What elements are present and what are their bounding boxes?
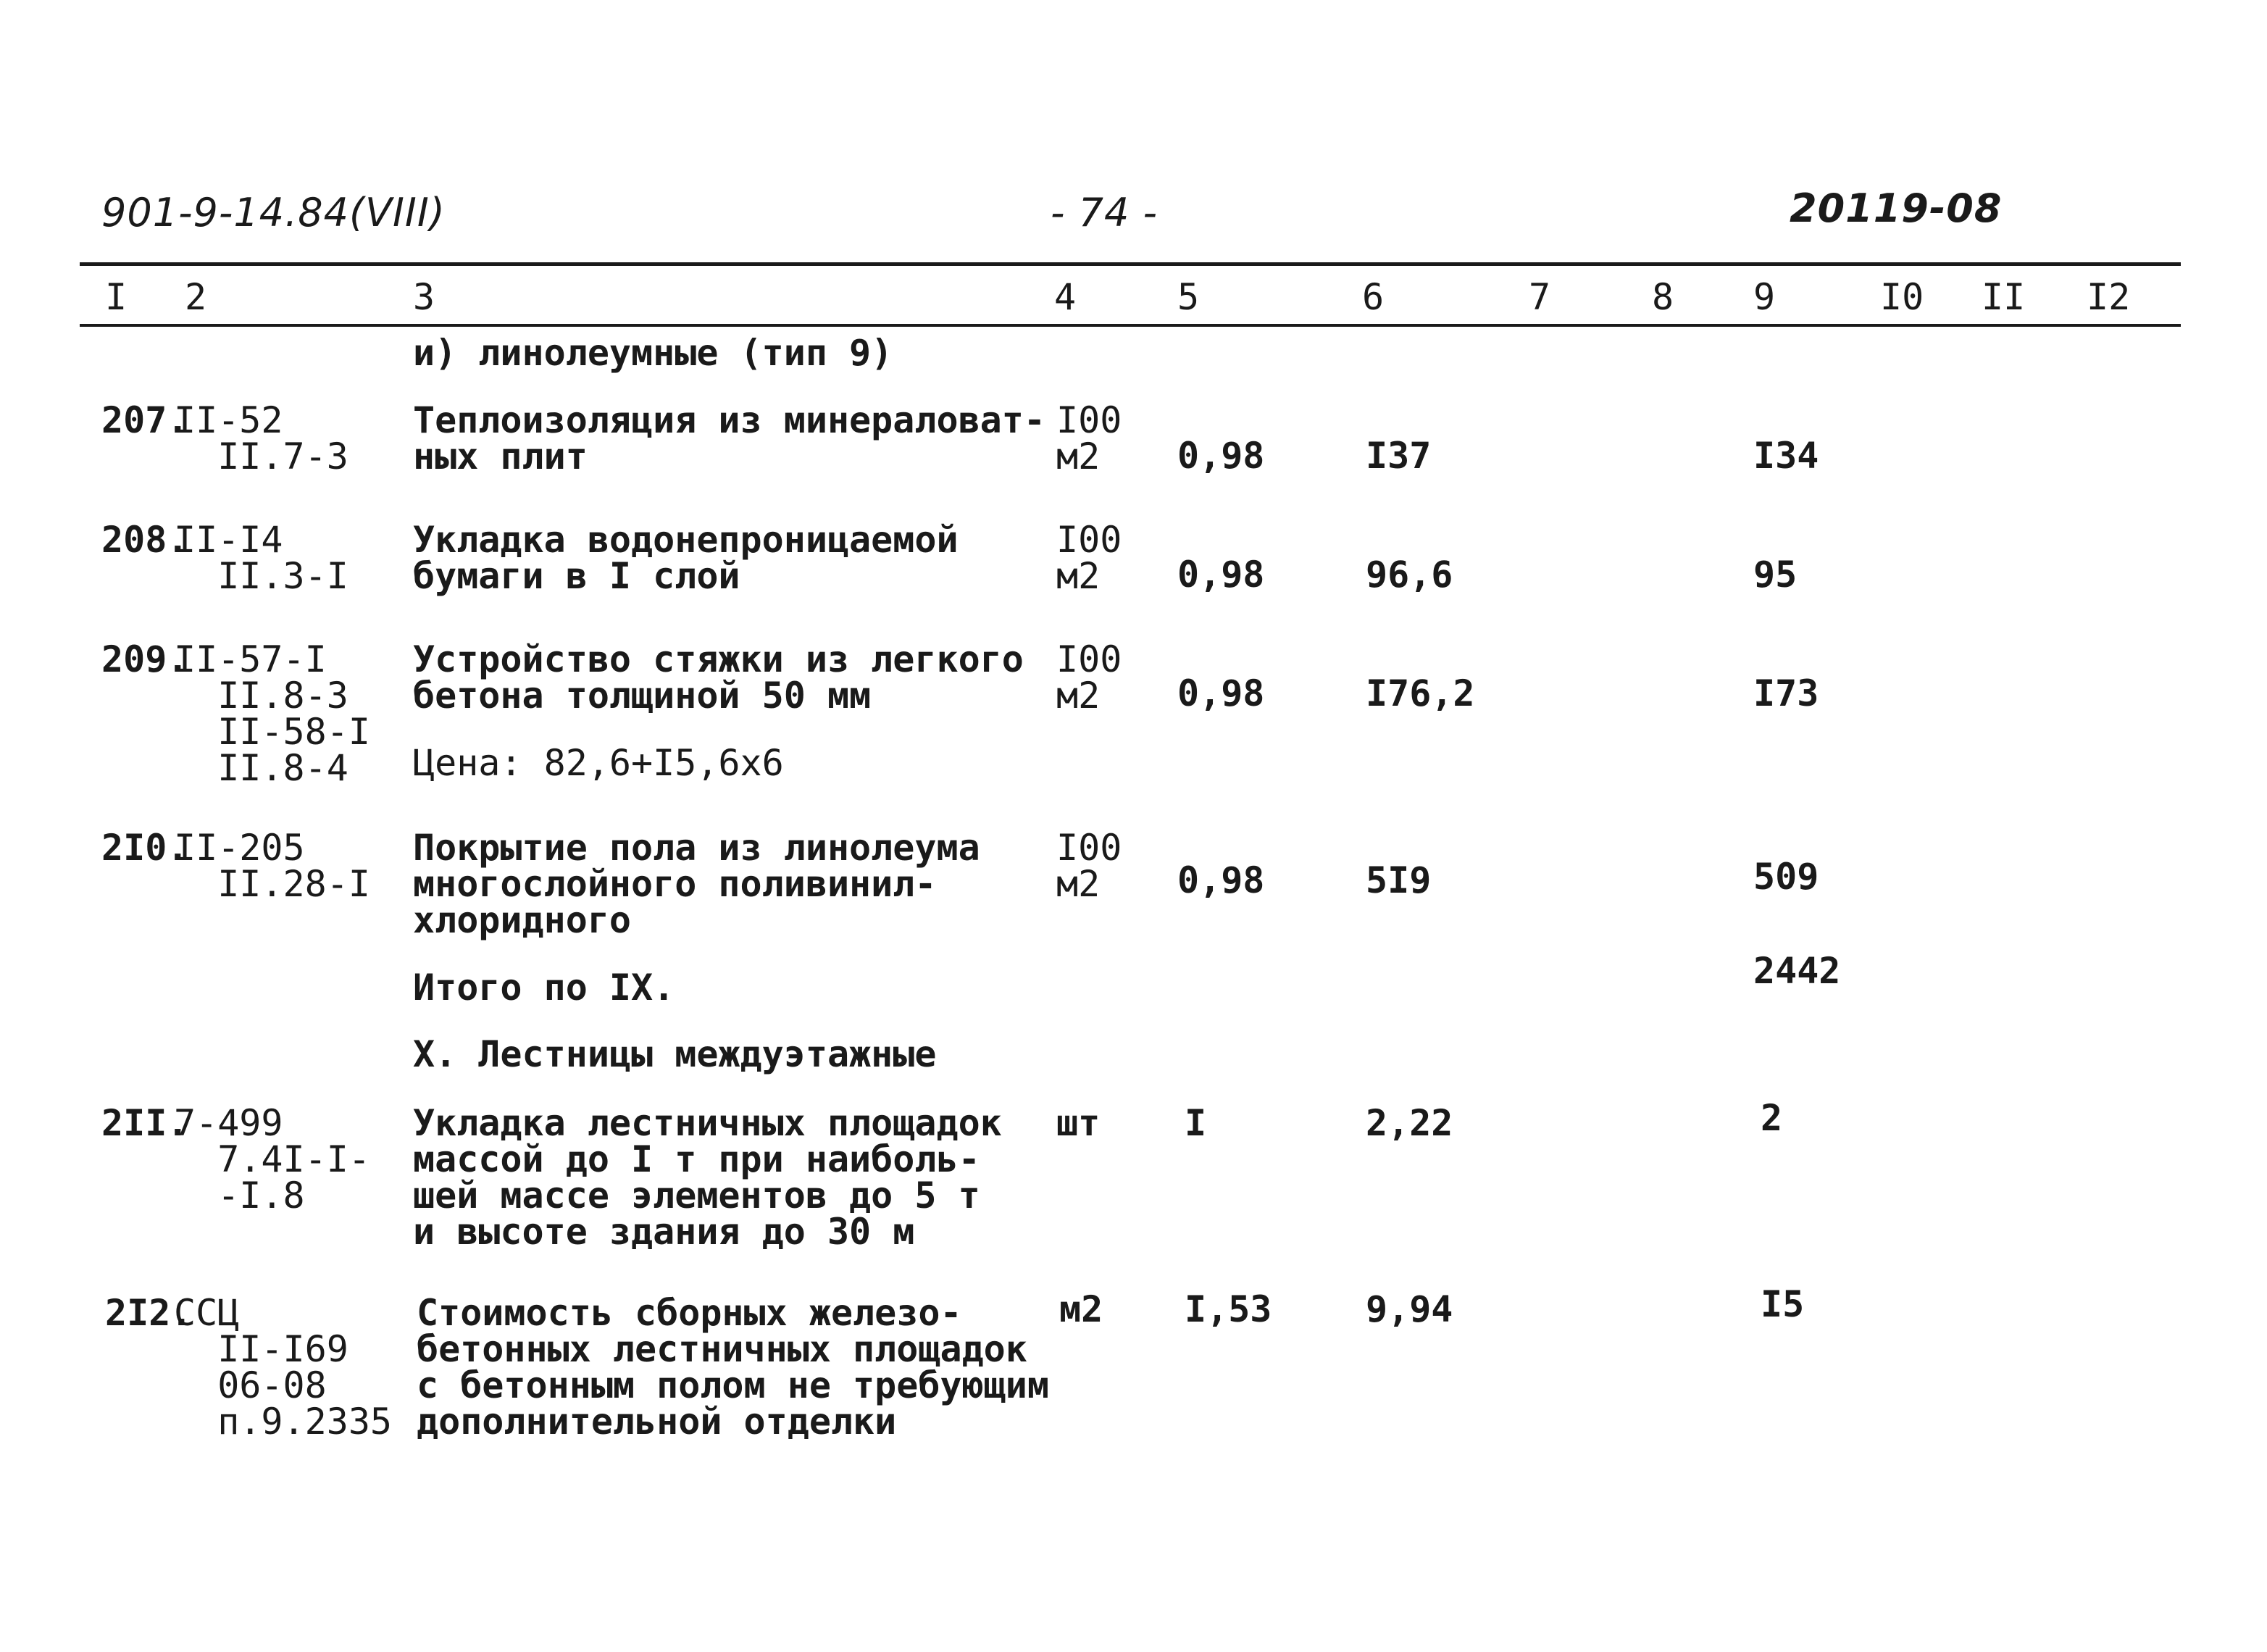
row-unit: I00 м2 — [1056, 399, 1122, 477]
column-header-12: I2 — [2087, 276, 2131, 318]
subtotal-label: Итого по IX. — [413, 967, 675, 1009]
column-header-9: 9 — [1753, 276, 1776, 318]
column-header-8: 8 — [1652, 276, 1674, 318]
column-header-6: 6 — [1362, 276, 1385, 318]
row-description: Укладка лестничных площадок массой до I т при наиболь- шей массе элементов до 5 т и высоте здания до 30 м — [413, 1102, 1002, 1253]
row-number: 209. — [101, 638, 189, 680]
row-code: II-205 II.28-I — [174, 827, 370, 905]
row-unit-price: I37 — [1366, 435, 1432, 477]
section-heading: и) линолеумные (тип 9) — [413, 332, 893, 374]
row-number: 2II. — [101, 1102, 189, 1144]
row-total: 95 — [1753, 554, 1798, 596]
row-unit: I00 м2 — [1056, 638, 1122, 717]
row-total: I5 — [1761, 1283, 1805, 1325]
document-code: 901-9-14.84(VIII) — [101, 190, 446, 235]
row-quantity: I — [1185, 1102, 1207, 1144]
row-unit-price: 5I9 — [1366, 859, 1432, 901]
row-quantity: 0,98 — [1177, 554, 1265, 596]
row-description: Покрытие пола из линолеума многослойного поливинил- хлоридного — [413, 827, 980, 941]
row-price-note: Цена: 82,6+I5,6x6 — [413, 742, 784, 784]
row-unit: I00 м2 — [1056, 519, 1122, 597]
header-top-rule — [80, 262, 2181, 266]
row-quantity: 0,98 — [1177, 672, 1265, 714]
row-quantity: I,53 — [1185, 1288, 1272, 1330]
row-unit-price: 2,22 — [1366, 1102, 1453, 1144]
row-quantity: 0,98 — [1177, 435, 1265, 477]
row-quantity: 0,98 — [1177, 859, 1265, 901]
row-number: 208. — [101, 519, 189, 561]
row-description: Укладка водонепроницаемой бумаги в I слой — [413, 519, 959, 597]
row-unit: шт — [1056, 1102, 1101, 1144]
column-header-11: II — [1982, 276, 2026, 318]
column-header-3: 3 — [413, 276, 435, 318]
row-unit-price: 96,6 — [1366, 554, 1453, 596]
column-header-10: I0 — [1880, 276, 1924, 318]
column-header-5: 5 — [1177, 276, 1200, 318]
row-description: Теплоизоляция из минераловат- ных плит — [413, 399, 1045, 477]
row-description: Стоимость сборных железо- бетонных лестничных площадок с бетонным полом не требующим дополнительной отделки — [417, 1292, 1049, 1443]
row-code: ССЦ II-I69 06-08 п.9.2335 — [174, 1292, 393, 1443]
section-x-heading: X. Лестницы междуэтажные — [413, 1033, 937, 1075]
row-number: 2I2. — [105, 1292, 193, 1334]
row-unit-price: I76,2 — [1366, 672, 1475, 714]
row-code: II-52 II.7-3 — [174, 399, 348, 477]
row-unit: м2 — [1059, 1288, 1103, 1330]
row-total: 509 — [1753, 856, 1819, 898]
row-total: I34 — [1753, 435, 1819, 477]
column-header-2: 2 — [185, 276, 207, 318]
row-description: Устройство стяжки из легкого бетона толщиной 50 мм — [413, 638, 1024, 717]
row-total: I73 — [1753, 672, 1819, 714]
page-number: - 74 - — [1051, 190, 1158, 235]
row-unit: I00 м2 — [1056, 827, 1122, 905]
row-number: 2I0. — [101, 827, 189, 869]
row-code: 7-499 7.4I-I- -I.8 — [174, 1102, 370, 1217]
row-unit-price: 9,94 — [1366, 1288, 1453, 1330]
row-code: II-57-I II.8-3 II-58-I II.8-4 — [174, 638, 370, 789]
column-header-1: I — [105, 276, 128, 318]
row-code: II-I4 II.3-I — [174, 519, 348, 597]
row-total: 2 — [1761, 1097, 1783, 1139]
row-number: 207. — [101, 399, 189, 441]
subtotal-value: 2442 — [1753, 950, 1841, 992]
column-header-7: 7 — [1529, 276, 1551, 318]
header-bottom-rule — [80, 324, 2181, 327]
column-header-4: 4 — [1054, 276, 1077, 318]
album-code: 20119-08 — [1790, 185, 2003, 231]
